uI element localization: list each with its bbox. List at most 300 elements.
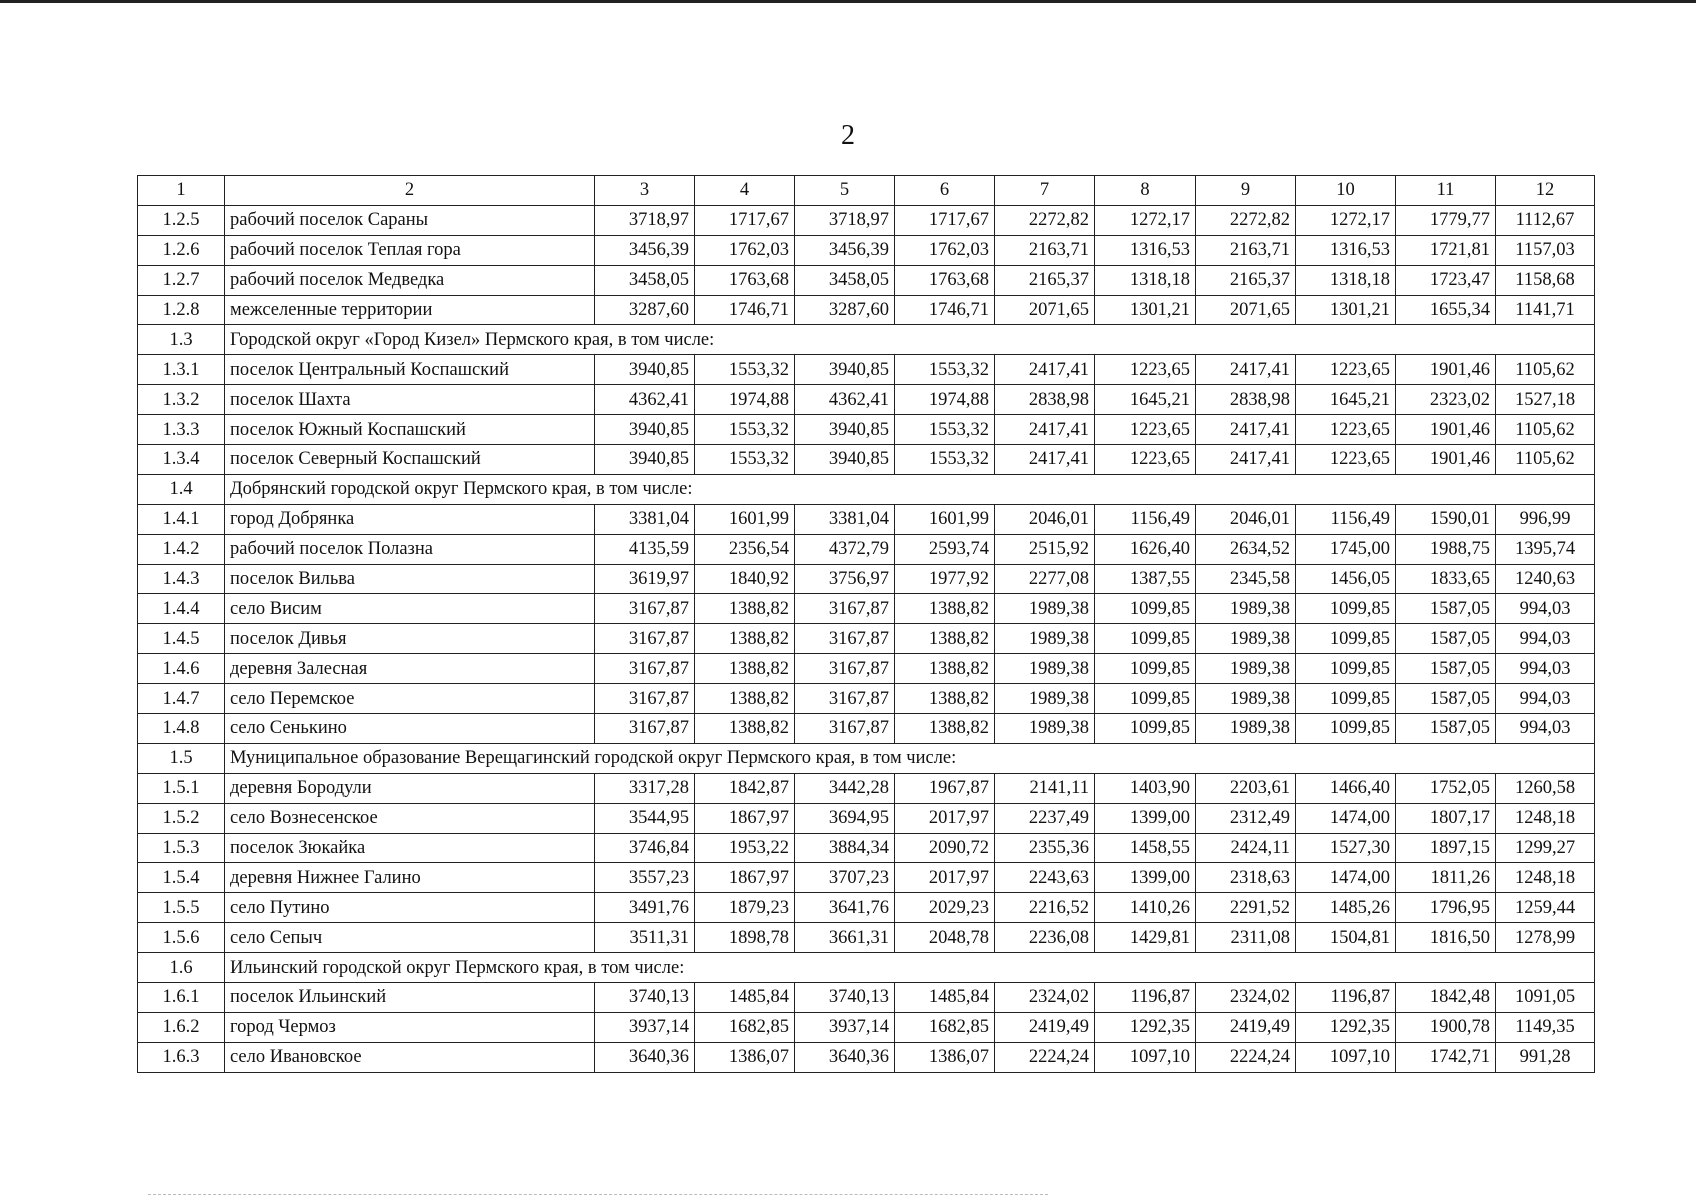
value-cell: 1388,82 [695, 714, 795, 744]
value-cell: 1901,46 [1396, 415, 1496, 445]
row-number-cell: 1.2.7 [138, 265, 225, 295]
value-cell: 1105,62 [1496, 445, 1595, 475]
value-cell: 2345,58 [1196, 564, 1296, 594]
value-cell: 1388,82 [695, 594, 795, 624]
value-cell: 1223,65 [1095, 355, 1196, 385]
table-row [138, 564, 1595, 594]
value-cell: 2419,49 [995, 1012, 1095, 1042]
value-cell: 2311,08 [1196, 923, 1296, 953]
settlement-name-cell: село Сепыч [225, 923, 595, 953]
value-cell: 2029,23 [895, 893, 995, 923]
value-cell: 1278,99 [1496, 923, 1595, 953]
value-cell: 1474,00 [1296, 803, 1396, 833]
value-cell: 2048,78 [895, 923, 995, 953]
row-number-cell: 1.3.1 [138, 355, 225, 385]
settlement-name-cell: рабочий поселок Полазна [225, 534, 595, 564]
column-number-cell: 1 [138, 176, 225, 206]
value-cell: 2236,08 [995, 923, 1095, 953]
page-number: 2 [841, 120, 855, 151]
value-cell: 2838,98 [995, 385, 1095, 415]
value-cell: 3756,97 [795, 564, 895, 594]
value-cell: 1097,10 [1095, 1042, 1196, 1072]
table-row [138, 624, 1595, 654]
value-cell: 3694,95 [795, 803, 895, 833]
value-cell: 1474,00 [1296, 863, 1396, 893]
row-number-cell: 1.3.4 [138, 445, 225, 475]
value-cell: 1485,26 [1296, 893, 1396, 923]
value-cell: 3619,97 [595, 564, 695, 594]
value-cell: 1388,82 [895, 714, 995, 744]
value-cell: 3167,87 [795, 654, 895, 684]
value-cell: 1223,65 [1095, 445, 1196, 475]
value-cell: 4135,59 [595, 534, 695, 564]
value-cell: 1301,21 [1296, 295, 1396, 325]
value-cell: 3718,97 [595, 205, 695, 235]
section-title-cell: Ильинский городской округ Пермского края, в том числе: [225, 953, 1595, 983]
value-cell: 1898,78 [695, 923, 795, 953]
column-number-cell: 2 [225, 176, 595, 206]
value-cell: 2237,49 [995, 803, 1095, 833]
value-cell: 1485,84 [695, 983, 795, 1013]
column-number-cell: 5 [795, 176, 895, 206]
value-cell: 1105,62 [1496, 415, 1595, 445]
value-cell: 1988,75 [1396, 534, 1496, 564]
row-number-cell: 1.2.8 [138, 295, 225, 325]
column-number-cell: 6 [895, 176, 995, 206]
value-cell: 1816,50 [1396, 923, 1496, 953]
value-cell: 1223,65 [1296, 355, 1396, 385]
value-cell: 2046,01 [1196, 504, 1296, 534]
value-cell: 1989,38 [1196, 624, 1296, 654]
value-cell: 1897,15 [1396, 833, 1496, 863]
value-cell: 3287,60 [795, 295, 895, 325]
value-cell: 1099,85 [1296, 654, 1396, 684]
value-cell: 3884,34 [795, 833, 895, 863]
value-cell: 1387,55 [1095, 564, 1196, 594]
scan-top-edge [0, 0, 1696, 3]
value-cell: 3381,04 [795, 504, 895, 534]
value-cell: 4362,41 [795, 385, 895, 415]
value-cell: 1388,82 [895, 624, 995, 654]
table-row [138, 295, 1595, 325]
column-number-cell: 10 [1296, 176, 1396, 206]
value-cell: 1388,82 [895, 654, 995, 684]
value-cell: 1901,46 [1396, 355, 1496, 385]
value-cell: 1395,74 [1496, 534, 1595, 564]
value-cell: 1989,38 [995, 654, 1095, 684]
value-cell: 2090,72 [895, 833, 995, 863]
value-cell: 3940,85 [795, 355, 895, 385]
value-cell: 1223,65 [1095, 415, 1196, 445]
value-cell: 1504,81 [1296, 923, 1396, 953]
column-number-cell: 12 [1496, 176, 1595, 206]
value-cell: 1248,18 [1496, 803, 1595, 833]
value-cell: 3317,28 [595, 773, 695, 803]
value-cell: 2163,71 [1196, 235, 1296, 265]
value-cell: 3937,14 [795, 1012, 895, 1042]
value-cell: 1717,67 [695, 205, 795, 235]
value-cell: 1752,05 [1396, 773, 1496, 803]
table-row [138, 355, 1595, 385]
value-cell: 2417,41 [995, 355, 1095, 385]
settlement-name-cell: межселенные территории [225, 295, 595, 325]
value-cell: 3940,85 [595, 415, 695, 445]
value-cell: 1989,38 [995, 684, 1095, 714]
value-cell: 2634,52 [1196, 534, 1296, 564]
value-cell: 3940,85 [595, 355, 695, 385]
settlement-name-cell: поселок Дивья [225, 624, 595, 654]
value-cell: 1429,81 [1095, 923, 1196, 953]
settlement-name-cell: село Путино [225, 893, 595, 923]
value-cell: 1156,49 [1095, 504, 1196, 534]
value-cell: 3287,60 [595, 295, 695, 325]
value-cell: 2277,08 [995, 564, 1095, 594]
value-cell: 1292,35 [1095, 1012, 1196, 1042]
settlement-name-cell: поселок Вильва [225, 564, 595, 594]
value-cell: 2324,02 [1196, 983, 1296, 1013]
value-cell: 1097,10 [1296, 1042, 1396, 1072]
value-cell: 994,03 [1496, 594, 1595, 624]
value-cell: 1742,71 [1396, 1042, 1496, 1072]
value-cell: 1099,85 [1296, 714, 1396, 744]
value-cell: 1099,85 [1296, 624, 1396, 654]
table-row [138, 1042, 1595, 1072]
value-cell: 1840,92 [695, 564, 795, 594]
value-cell: 1746,71 [895, 295, 995, 325]
section-row [138, 474, 1595, 504]
row-number-cell: 1.6.3 [138, 1042, 225, 1072]
value-cell: 1292,35 [1296, 1012, 1396, 1042]
value-cell: 3640,36 [795, 1042, 895, 1072]
value-cell: 1485,84 [895, 983, 995, 1013]
settlement-name-cell: рабочий поселок Медведка [225, 265, 595, 295]
value-cell: 1762,03 [895, 235, 995, 265]
value-cell: 1157,03 [1496, 235, 1595, 265]
value-cell: 1762,03 [695, 235, 795, 265]
value-cell: 1977,92 [895, 564, 995, 594]
value-cell: 3381,04 [595, 504, 695, 534]
value-cell: 1989,38 [1196, 594, 1296, 624]
value-cell: 1301,21 [1095, 295, 1196, 325]
value-cell: 1553,32 [695, 415, 795, 445]
value-cell: 2312,49 [1196, 803, 1296, 833]
value-cell: 1763,68 [695, 265, 795, 295]
table-row [138, 504, 1595, 534]
value-cell: 3456,39 [595, 235, 695, 265]
value-cell: 1403,90 [1095, 773, 1196, 803]
row-number-cell: 1.4.4 [138, 594, 225, 624]
value-cell: 991,28 [1496, 1042, 1595, 1072]
value-cell: 1316,53 [1095, 235, 1196, 265]
value-cell: 2203,61 [1196, 773, 1296, 803]
value-cell: 1682,85 [695, 1012, 795, 1042]
value-cell: 1386,07 [695, 1042, 795, 1072]
value-cell: 2224,24 [1196, 1042, 1296, 1072]
value-cell: 1527,30 [1296, 833, 1396, 863]
table-row [138, 773, 1595, 803]
value-cell: 1158,68 [1496, 265, 1595, 295]
value-cell: 3718,97 [795, 205, 895, 235]
value-cell: 1223,65 [1296, 415, 1396, 445]
value-cell: 1099,85 [1095, 684, 1196, 714]
value-cell: 1989,38 [995, 714, 1095, 744]
value-cell: 1388,82 [695, 624, 795, 654]
settlement-name-cell: деревня Нижнее Галино [225, 863, 595, 893]
value-cell: 3707,23 [795, 863, 895, 893]
value-cell: 2323,02 [1396, 385, 1496, 415]
value-cell: 1112,67 [1496, 205, 1595, 235]
value-cell: 1410,26 [1095, 893, 1196, 923]
value-cell: 1196,87 [1095, 983, 1196, 1013]
value-cell: 1587,05 [1396, 684, 1496, 714]
column-number-cell: 9 [1196, 176, 1296, 206]
value-cell: 2318,63 [1196, 863, 1296, 893]
table-row [138, 1012, 1595, 1042]
value-cell: 1099,85 [1296, 594, 1396, 624]
column-number-row [138, 176, 1595, 206]
value-cell: 1260,58 [1496, 773, 1595, 803]
row-number-cell: 1.4.2 [138, 534, 225, 564]
table-row [138, 983, 1595, 1013]
value-cell: 2216,52 [995, 893, 1095, 923]
value-cell: 1717,67 [895, 205, 995, 235]
value-cell: 1626,40 [1095, 534, 1196, 564]
value-cell: 3167,87 [795, 624, 895, 654]
column-number-cell: 4 [695, 176, 795, 206]
tariff-table [137, 175, 1595, 1073]
row-number-cell: 1.5.6 [138, 923, 225, 953]
value-cell: 996,99 [1496, 504, 1595, 534]
settlement-name-cell: село Висим [225, 594, 595, 624]
value-cell: 2355,36 [995, 833, 1095, 863]
value-cell: 3937,14 [595, 1012, 695, 1042]
table-row [138, 803, 1595, 833]
value-cell: 1248,18 [1496, 863, 1595, 893]
row-number-cell: 1.2.6 [138, 235, 225, 265]
value-cell: 2165,37 [995, 265, 1095, 295]
value-cell: 3511,31 [595, 923, 695, 953]
value-cell: 1223,65 [1296, 445, 1396, 475]
value-cell: 2071,65 [1196, 295, 1296, 325]
value-cell: 2515,92 [995, 534, 1095, 564]
value-cell: 3458,05 [795, 265, 895, 295]
row-number-cell: 1.4.3 [138, 564, 225, 594]
row-number-cell: 1.6.2 [138, 1012, 225, 1042]
value-cell: 1989,38 [995, 594, 1095, 624]
settlement-name-cell: рабочий поселок Сараны [225, 205, 595, 235]
table-row [138, 923, 1595, 953]
settlement-name-cell: поселок Ильинский [225, 983, 595, 1013]
table-row [138, 893, 1595, 923]
settlement-name-cell: поселок Северный Коспашский [225, 445, 595, 475]
value-cell: 1388,82 [695, 684, 795, 714]
value-cell: 2356,54 [695, 534, 795, 564]
value-cell: 2417,41 [995, 415, 1095, 445]
value-cell: 1099,85 [1095, 624, 1196, 654]
value-cell: 1156,49 [1296, 504, 1396, 534]
value-cell: 2224,24 [995, 1042, 1095, 1072]
value-cell: 1587,05 [1396, 624, 1496, 654]
value-cell: 2071,65 [995, 295, 1095, 325]
section-title-cell: Добрянский городской округ Пермского края, в том числе: [225, 474, 1595, 504]
value-cell: 1318,18 [1296, 265, 1396, 295]
value-cell: 1601,99 [895, 504, 995, 534]
section-title-cell: Городской округ «Город Кизел» Пермского края, в том числе: [225, 325, 1595, 355]
value-cell: 1645,21 [1095, 385, 1196, 415]
value-cell: 1099,85 [1095, 714, 1196, 744]
value-cell: 1745,00 [1296, 534, 1396, 564]
settlement-name-cell: город Добрянка [225, 504, 595, 534]
value-cell: 1807,17 [1396, 803, 1496, 833]
value-cell: 1900,78 [1396, 1012, 1496, 1042]
row-number-cell: 1.3.2 [138, 385, 225, 415]
value-cell: 2417,41 [1196, 415, 1296, 445]
settlement-name-cell: деревня Залесная [225, 654, 595, 684]
value-cell: 3167,87 [595, 654, 695, 684]
value-cell: 1316,53 [1296, 235, 1396, 265]
table-row [138, 205, 1595, 235]
value-cell: 1272,17 [1095, 205, 1196, 235]
value-cell: 1867,97 [695, 863, 795, 893]
value-cell: 2838,98 [1196, 385, 1296, 415]
value-cell: 3746,84 [595, 833, 695, 863]
value-cell: 1811,26 [1396, 863, 1496, 893]
value-cell: 3167,87 [795, 714, 895, 744]
row-number-cell: 1.5.5 [138, 893, 225, 923]
row-number-cell: 1.5 [138, 743, 225, 773]
value-cell: 1456,05 [1296, 564, 1396, 594]
settlement-name-cell: поселок Шахта [225, 385, 595, 415]
value-cell: 3740,13 [795, 983, 895, 1013]
value-cell: 1967,87 [895, 773, 995, 803]
value-cell: 1299,27 [1496, 833, 1595, 863]
value-cell: 1974,88 [695, 385, 795, 415]
row-number-cell: 1.6 [138, 953, 225, 983]
value-cell: 3167,87 [595, 594, 695, 624]
column-number-cell: 3 [595, 176, 695, 206]
value-cell: 3167,87 [595, 714, 695, 744]
settlement-name-cell: поселок Центральный Коспашский [225, 355, 595, 385]
value-cell: 1196,87 [1296, 983, 1396, 1013]
table-row [138, 684, 1595, 714]
value-cell: 1989,38 [1196, 684, 1296, 714]
settlement-name-cell: село Перемское [225, 684, 595, 714]
value-cell: 1386,07 [895, 1042, 995, 1072]
value-cell: 1553,32 [895, 355, 995, 385]
value-cell: 1388,82 [695, 654, 795, 684]
value-cell: 1587,05 [1396, 714, 1496, 744]
value-cell: 3940,85 [595, 445, 695, 475]
value-cell: 1553,32 [695, 355, 795, 385]
value-cell: 1259,44 [1496, 893, 1595, 923]
table-row [138, 385, 1595, 415]
table-row [138, 863, 1595, 893]
value-cell: 1953,22 [695, 833, 795, 863]
value-cell: 2419,49 [1196, 1012, 1296, 1042]
value-cell: 3544,95 [595, 803, 695, 833]
row-number-cell: 1.5.2 [138, 803, 225, 833]
value-cell: 3641,76 [795, 893, 895, 923]
row-number-cell: 1.3.3 [138, 415, 225, 445]
table-row [138, 235, 1595, 265]
value-cell: 1721,81 [1396, 235, 1496, 265]
value-cell: 3458,05 [595, 265, 695, 295]
table-row [138, 594, 1595, 624]
value-cell: 2593,74 [895, 534, 995, 564]
value-cell: 3167,87 [795, 594, 895, 624]
value-cell: 1553,32 [895, 415, 995, 445]
value-cell: 2017,97 [895, 863, 995, 893]
value-cell: 1553,32 [895, 445, 995, 475]
row-number-cell: 1.5.1 [138, 773, 225, 803]
value-cell: 1105,62 [1496, 355, 1595, 385]
table-body [138, 176, 1595, 1073]
column-number-cell: 11 [1396, 176, 1496, 206]
row-number-cell: 1.2.5 [138, 205, 225, 235]
table-row [138, 654, 1595, 684]
table-row [138, 265, 1595, 295]
value-cell: 994,03 [1496, 684, 1595, 714]
value-cell: 3940,85 [795, 445, 895, 475]
section-row [138, 953, 1595, 983]
value-cell: 1099,85 [1095, 594, 1196, 624]
settlement-name-cell: село Вознесенское [225, 803, 595, 833]
table-row [138, 833, 1595, 863]
value-cell: 1091,05 [1496, 983, 1595, 1013]
value-cell: 1879,23 [695, 893, 795, 923]
section-title-cell: Муниципальное образование Верещагинский городской округ Пермского края, в том числе: [225, 743, 1595, 773]
value-cell: 2017,97 [895, 803, 995, 833]
value-cell: 1682,85 [895, 1012, 995, 1042]
value-cell: 3442,28 [795, 773, 895, 803]
value-cell: 3456,39 [795, 235, 895, 265]
value-cell: 4372,79 [795, 534, 895, 564]
row-number-cell: 1.4.5 [138, 624, 225, 654]
settlement-name-cell: деревня Бородули [225, 773, 595, 803]
value-cell: 1601,99 [695, 504, 795, 534]
value-cell: 2046,01 [995, 504, 1095, 534]
value-cell: 3940,85 [795, 415, 895, 445]
row-number-cell: 1.4 [138, 474, 225, 504]
value-cell: 2291,52 [1196, 893, 1296, 923]
table-row [138, 415, 1595, 445]
value-cell: 1149,35 [1496, 1012, 1595, 1042]
value-cell: 1779,77 [1396, 205, 1496, 235]
value-cell: 1099,85 [1095, 654, 1196, 684]
value-cell: 3491,76 [595, 893, 695, 923]
value-cell: 2272,82 [1196, 205, 1296, 235]
value-cell: 3661,31 [795, 923, 895, 953]
value-cell: 1141,71 [1496, 295, 1595, 325]
value-cell: 1466,40 [1296, 773, 1396, 803]
value-cell: 1272,17 [1296, 205, 1396, 235]
value-cell: 1587,05 [1396, 594, 1496, 624]
value-cell: 2424,11 [1196, 833, 1296, 863]
value-cell: 1867,97 [695, 803, 795, 833]
value-cell: 994,03 [1496, 714, 1595, 744]
row-number-cell: 1.4.7 [138, 684, 225, 714]
value-cell: 1763,68 [895, 265, 995, 295]
value-cell: 2417,41 [1196, 355, 1296, 385]
value-cell: 1527,18 [1496, 385, 1595, 415]
settlement-name-cell: рабочий поселок Теплая гора [225, 235, 595, 265]
settlement-name-cell: село Сенькино [225, 714, 595, 744]
value-cell: 1645,21 [1296, 385, 1396, 415]
value-cell: 1842,48 [1396, 983, 1496, 1013]
value-cell: 1989,38 [995, 624, 1095, 654]
value-cell: 1746,71 [695, 295, 795, 325]
row-number-cell: 1.4.1 [138, 504, 225, 534]
